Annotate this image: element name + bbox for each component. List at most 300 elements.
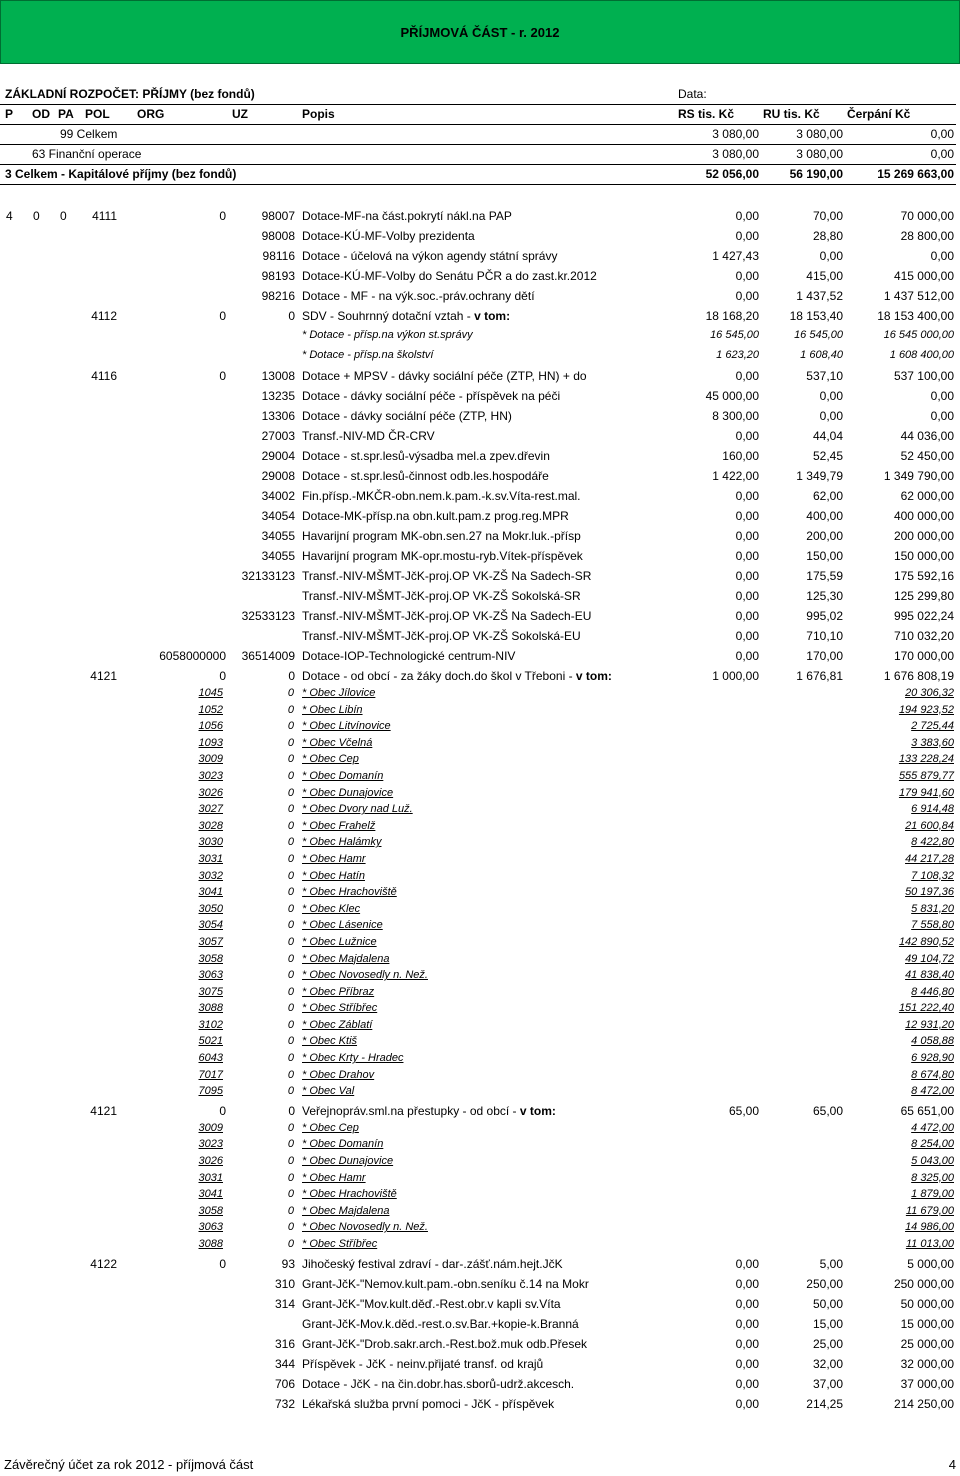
table-row (0, 566, 956, 586)
cell-popis (302, 289, 535, 303)
cell-kod-obce: 3041 (198, 886, 223, 899)
cell-kod-obce: 3026 (198, 1155, 223, 1168)
popis-text: Fin.přísp.-MKČR-obn.nem.k.pam.-k.sv.Víta-rest.mal. (302, 489, 581, 503)
subitem-row (0, 1237, 956, 1254)
cell-pa: 0 (60, 209, 67, 223)
cell-uz: 316 (274, 1336, 295, 1351)
cell-kod-obce: 7017 (198, 1068, 223, 1081)
popis-text: * Obec Litvínovice (302, 720, 391, 733)
subitem-row (0, 719, 956, 736)
popis-text: Grant-JčK-"Mov.kult.děď.-Rest.obr.v kapli sv.Víta (302, 1296, 561, 1311)
cell-cerpani: 150 000,00 (893, 549, 954, 563)
table-row (0, 1314, 956, 1334)
cell-rs: 0,00 (735, 1316, 759, 1331)
cell-org: 0 (219, 369, 226, 383)
cell-cerpani: 214 250,00 (893, 1396, 954, 1411)
popis-text: * Dotace - přísp.na výkon st.správy (302, 329, 473, 341)
cell-rs: 0,00 (735, 1376, 759, 1391)
cell-uz: 29008 (261, 469, 295, 483)
cell-popis (302, 1238, 377, 1250)
cell-popis (302, 803, 413, 815)
cell-cerpani: 70 000,00 (900, 209, 954, 223)
cell-popis (302, 349, 433, 361)
cell-popis (302, 787, 393, 799)
cell-popis (302, 1172, 366, 1184)
table-row (0, 306, 956, 326)
popis-text: Dotace-KÚ-MF-Volby do Senátu PČR a do zast.kr.2012 (302, 269, 597, 283)
cell-uz: 732 (274, 1396, 295, 1411)
cell-popis (302, 953, 389, 965)
popis-text: Dotace-MK-přísp.na obn.kult.pam.z prog.reg.MPR (302, 509, 569, 523)
subitem-row (0, 802, 956, 819)
popis-text: Dotace - st.spr.lesů-činnost odb.les.hospodáře (302, 469, 549, 483)
cell-popis (302, 753, 359, 765)
subitem-row (0, 1137, 956, 1154)
cell-rs: 1 000,00 (712, 669, 759, 683)
cell-kod-obce: 3063 (198, 969, 223, 982)
cell-cerpani: 2 725,44 (911, 720, 954, 733)
cell-kod-obce: 7095 (198, 1085, 223, 1098)
cell-cerpani: 4 472,00 (911, 1121, 954, 1134)
cell-popis (302, 609, 591, 623)
cell-popis (302, 1122, 359, 1134)
cell-popis (302, 389, 560, 403)
cell-ru: 16 545,00 (794, 329, 843, 341)
cell-ru: 0,00 (819, 249, 843, 263)
cell-cerpani: 0,00 (930, 249, 954, 263)
cell-uz: 310 (274, 1276, 295, 1291)
section-title: ZÁKLADNÍ ROZPOČET: PŘÍJMY (bez fondů) (5, 87, 255, 101)
cell-cerpani: 1 437 512,00 (883, 289, 954, 303)
subitem-row (0, 1204, 956, 1221)
cell-zero: 0 (287, 1204, 294, 1217)
summary-ru: 3 080,00 (796, 147, 843, 161)
cell-popis (302, 529, 581, 543)
table-row (0, 586, 956, 606)
cell-popis (302, 489, 581, 503)
cell-popis (302, 770, 383, 782)
cell-ru: 1 676,81 (796, 669, 843, 683)
cell-popis (302, 1357, 543, 1371)
summary-label: 63 Finanční operace (32, 147, 142, 161)
popis-text: Grant-JčK-Mov.k.děd.-rest.o.sv.Bar.+kopie-k.Branná (302, 1316, 579, 1331)
table-row (0, 1101, 956, 1121)
subitem-row (0, 1068, 956, 1085)
cell-popis (302, 1052, 403, 1064)
cell-popis (302, 1138, 383, 1150)
cell-ru: 18 153,40 (789, 309, 843, 323)
subitem-row (0, 1084, 956, 1101)
cell-org: 0 (219, 1256, 226, 1271)
table-row (0, 466, 956, 486)
cell-kod-obce: 3027 (198, 803, 223, 816)
cell-ru: 710,10 (806, 629, 843, 643)
cell-cerpani: 1 349 790,00 (883, 469, 954, 483)
cell-cerpani: 50 000,00 (900, 1296, 954, 1311)
cell-kod-obce: 3030 (198, 836, 223, 849)
cell-cerpani: 125 299,80 (893, 589, 954, 603)
popis-text: SDV - Souhrnný dotační vztah - (302, 309, 475, 323)
cell-popis (302, 1221, 428, 1233)
cell-cerpani: 32 000,00 (900, 1356, 954, 1371)
cell-zero: 0 (287, 687, 294, 699)
cell-kod-obce: 3023 (198, 769, 223, 782)
cell-cerpani: 194 923,52 (898, 703, 954, 716)
cell-cerpani: 5 831,20 (911, 902, 954, 915)
cell-rs: 0,00 (735, 649, 759, 663)
cell-uz: 0 (288, 1103, 295, 1118)
cell-org: 0 (219, 669, 226, 683)
cell-zero: 0 (287, 819, 294, 832)
cell-popis (302, 1069, 374, 1081)
summary-cerpani: 0,00 (930, 147, 954, 161)
cell-rs: 0,00 (735, 229, 759, 243)
cell-ru: 28,80 (812, 229, 843, 243)
cell-pol: 4116 (91, 369, 117, 383)
cell-popis (302, 229, 475, 243)
cell-uz: 32533123 (241, 609, 295, 623)
popis-text: * Obec Majdalena (302, 952, 390, 965)
cell-zero: 0 (287, 1155, 294, 1168)
cell-ru: 70,00 (812, 209, 843, 223)
table-row (0, 286, 956, 306)
subitem-row (0, 985, 956, 1002)
cell-cerpani: 6 914,48 (911, 803, 954, 816)
cell-rs: 0,00 (735, 509, 759, 523)
cell-cerpani: 8 472,00 (911, 1085, 954, 1098)
cell-popis (302, 1397, 554, 1411)
subitem-row (0, 1001, 956, 1018)
cell-popis (302, 209, 512, 223)
col-pa: PA (58, 107, 74, 121)
cell-cerpani: 142 890,52 (898, 935, 954, 948)
cell-cerpani: 1 676 808,19 (883, 669, 954, 683)
popis-text: Příspěvek - JčK - neinv.přijaté transf. od krajů (302, 1356, 544, 1371)
cell-zero: 0 (287, 1188, 294, 1201)
cell-zero: 0 (287, 902, 294, 915)
cell-rs: 0,00 (735, 569, 759, 583)
popis-text: Lékařská služba první pomoci - JčK - příspěvek (302, 1396, 555, 1411)
col-pol: POL (85, 107, 110, 121)
cell-rs: 1 427,43 (712, 249, 759, 263)
summary-label: 3 Celkem - Kapitálové příjmy (bez fondů) (5, 167, 237, 181)
cell-zero: 0 (287, 1085, 294, 1098)
cell-ru: 200,00 (806, 529, 843, 543)
section-title-row (0, 85, 956, 105)
summary-rs: 3 080,00 (712, 127, 759, 141)
cell-popis (302, 870, 365, 882)
cell-cerpani: 65 651,00 (900, 1103, 954, 1118)
popis-text: Dotace - dávky sociální péče (ZTP, HN) (302, 409, 512, 423)
table-row (0, 1394, 956, 1414)
page-number: 4 (948, 1457, 956, 1472)
cell-ru: 250,00 (806, 1276, 843, 1291)
cell-popis (302, 429, 435, 443)
cell-zero: 0 (287, 969, 294, 982)
table-row (0, 326, 956, 346)
cell-cerpani: 151 222,40 (898, 1002, 954, 1015)
summary-label: 99 Celkem (60, 127, 118, 141)
summary-row (0, 125, 956, 145)
cell-cerpani: 170 000,00 (893, 649, 954, 663)
cell-uz: 34055 (261, 549, 295, 563)
cell-cerpani: 16 545 000,00 (883, 329, 954, 341)
cell-uz: 93 (281, 1256, 295, 1271)
cell-ru: 50,00 (812, 1296, 843, 1311)
cell-kod-obce: 1052 (198, 703, 223, 716)
table-header (0, 85, 956, 185)
cell-cerpani: 44 217,28 (905, 852, 954, 865)
cell-cerpani: 400 000,00 (893, 509, 954, 523)
cell-popis (302, 903, 360, 915)
col-cerpani: Čerpání Kč (847, 107, 911, 121)
popis-text: Dotace - dávky sociální péče - příspěvek na péči (302, 389, 561, 403)
cell-uz: 34002 (261, 489, 295, 503)
cell-kod-obce: 5021 (198, 1035, 223, 1048)
table-row (0, 526, 956, 546)
cell-kod-obce: 3058 (198, 1204, 223, 1217)
cell-rs: 0,00 (735, 1336, 759, 1351)
table-row (0, 506, 956, 526)
cell-ru: 214,25 (806, 1396, 843, 1411)
cell-popis (302, 1317, 579, 1331)
cell-ru: 62,00 (812, 489, 843, 503)
cell-ru: 15,00 (812, 1316, 843, 1331)
cell-od: 0 (33, 209, 40, 223)
cell-cerpani: 41 838,40 (905, 969, 954, 982)
cell-kod-obce: 1093 (198, 736, 223, 749)
cell-cerpani: 200 000,00 (893, 529, 954, 543)
cell-pol: 4121 (90, 1103, 117, 1118)
table-row (0, 366, 956, 386)
subitem-row (0, 786, 956, 803)
cell-zero: 0 (287, 1018, 294, 1031)
cell-popis (302, 269, 597, 283)
cell-zero: 0 (287, 985, 294, 998)
popis-text: * Obec Domanín (302, 769, 384, 782)
column-header-row (0, 105, 956, 125)
cell-rs: 16 545,00 (710, 329, 759, 341)
cell-cerpani: 995 022,24 (893, 609, 954, 623)
cell-popis (302, 249, 557, 263)
cell-popis (302, 836, 381, 848)
cell-cerpani: 1 879,00 (911, 1188, 954, 1201)
cell-popis (302, 720, 391, 732)
cell-p: 4 (6, 209, 13, 223)
cell-popis (302, 1002, 377, 1014)
cell-uz: 98216 (261, 289, 295, 303)
table-row (0, 606, 956, 626)
cell-ru: 150,00 (806, 549, 843, 563)
popis-text: * Obec Hrachoviště (302, 886, 397, 899)
table-row (0, 486, 956, 506)
cell-popis (302, 704, 363, 716)
cell-kod-obce: 3032 (198, 869, 223, 882)
popis-text: Grant-JčK-"Drob.sakr.arch.-Rest.bož.muk odb.Přesek (302, 1336, 588, 1351)
popis-text: Transf.-NIV-MD ČR-CRV (302, 429, 435, 443)
cell-cerpani: 8 254,00 (911, 1138, 954, 1151)
subitem-row (0, 1187, 956, 1204)
popis-text: Dotace - JčK - na čin.dobr.has.sborů-udrž.akcesch. (302, 1376, 575, 1391)
subitem-row (0, 1018, 956, 1035)
table-row (0, 426, 956, 446)
summary-rs: 3 080,00 (712, 147, 759, 161)
cell-uz: 706 (274, 1376, 295, 1391)
cell-cerpani: 50 197,36 (905, 886, 954, 899)
popis-text: Jihočeský festival zdraví - dar-.zášť.nám.hejt.JčK (302, 1256, 563, 1271)
data-label: Data: (678, 87, 707, 101)
cell-uz: 34054 (261, 509, 295, 523)
cell-popis (302, 820, 375, 832)
cell-popis (302, 329, 473, 341)
cell-zero: 0 (287, 869, 294, 882)
popis-text: * Obec Příbraz (302, 985, 375, 998)
popis-text: Transf.-NIV-MŠMT-JčK-proj.OP VK-ZŠ Na Sadech-SR (302, 569, 592, 583)
cell-rs: 0,00 (735, 549, 759, 563)
cell-uz: 36514009 (241, 649, 295, 663)
cell-popis (302, 919, 383, 931)
cell-popis (302, 986, 374, 998)
cell-rs: 0,00 (735, 1256, 759, 1271)
cell-uz: 98116 (262, 249, 295, 263)
cell-ru: 995,02 (806, 609, 843, 623)
popis-text: Dotace + MPSV - dávky sociální péče (ZTP, HN) + do (302, 369, 587, 383)
cell-kod-obce: 3031 (198, 1171, 223, 1184)
table-row (0, 1334, 956, 1354)
cell-ru: 1 349,79 (796, 469, 843, 483)
subitem-row (0, 852, 956, 869)
cell-zero: 0 (287, 720, 294, 733)
table-row (0, 246, 956, 266)
footer-text: Závěrečný účet za rok 2012 - příjmová část (4, 1457, 254, 1472)
summary-row (0, 145, 956, 165)
cell-popis (302, 549, 583, 563)
cell-rs: 0,00 (735, 1356, 759, 1371)
subitem-row (0, 1171, 956, 1188)
popis-text: * Dotace - přísp.na školství (302, 349, 434, 361)
cell-kod-obce: 3088 (198, 1238, 223, 1250)
table-row (0, 546, 956, 566)
popis-text: * Obec Včelná (302, 736, 373, 749)
cell-uz: 98008 (261, 229, 295, 243)
cell-cerpani: 8 446,80 (911, 985, 954, 998)
cell-cerpani: 7 108,32 (911, 869, 954, 882)
table-row (0, 206, 956, 226)
cell-rs: 0,00 (735, 429, 759, 443)
cell-zero: 0 (287, 703, 294, 716)
cell-kod-obce: 3054 (198, 919, 223, 932)
popis-text: Dotace-KÚ-MF-Volby prezidenta (302, 229, 475, 243)
cell-cerpani: 0,00 (930, 389, 954, 403)
popis-text: * Obec Hamr (302, 1171, 366, 1184)
popis-text: * Obec Novosedly n. Než. (302, 1221, 428, 1234)
cell-cerpani: 250 000,00 (893, 1276, 954, 1291)
cell-rs: 45 000,00 (705, 389, 759, 403)
cell-zero: 0 (287, 852, 294, 865)
popis-text: Dotace - účelová na výkon agendy státní správy (302, 249, 558, 263)
cell-rs: 0,00 (735, 289, 759, 303)
cell-uz: 13306 (261, 409, 295, 423)
col-rs: RS tis. Kč (678, 107, 735, 121)
cell-ru: 125,30 (806, 589, 843, 603)
popis-text: * Obec Jílovice (302, 687, 376, 699)
cell-rs: 0,00 (735, 629, 759, 643)
cell-kod-obce: 3058 (198, 952, 223, 965)
popis-text: Dotace-MF-na část.pokrytí nákl.na PAP (302, 209, 512, 223)
cell-popis (302, 569, 591, 583)
popis-text: * Obec Dvory nad Luž. (302, 803, 413, 816)
cell-kod-obce: 3031 (198, 852, 223, 865)
cell-uz: 32133123 (241, 569, 295, 583)
cell-rs: 0,00 (735, 529, 759, 543)
cell-ru: 0,00 (819, 389, 843, 403)
cell-zero: 0 (287, 736, 294, 749)
cell-cerpani: 175 592,16 (893, 569, 954, 583)
cell-popis (302, 629, 581, 643)
summary-cerpani: 15 269 663,00 (877, 167, 954, 181)
cell-popis (302, 969, 428, 981)
cell-rs: 0,00 (735, 269, 759, 283)
cell-popis (302, 1297, 561, 1311)
popis-text: * Obec Lásenice (302, 919, 383, 932)
cell-uz: 13235 (261, 389, 295, 403)
table-row (0, 1254, 956, 1274)
cell-ru: 0,00 (819, 409, 843, 423)
cell-popis (302, 1155, 393, 1167)
cell-uz: 27003 (261, 429, 295, 443)
summary-rs: 52 056,00 (705, 167, 759, 181)
popis-bold: v tom: (575, 669, 612, 683)
cell-cerpani: 7 558,80 (911, 919, 954, 932)
cell-org: 0 (219, 209, 226, 223)
popis-text: * Obec Domanín (302, 1138, 384, 1151)
cell-kod-obce: 3102 (198, 1018, 223, 1031)
cell-popis (302, 309, 510, 323)
cell-zero: 0 (287, 1171, 294, 1184)
table-row (0, 1274, 956, 1294)
popis-text: * Obec Frahelž (302, 819, 376, 832)
col-uz: UZ (232, 107, 248, 121)
cell-popis (302, 886, 397, 898)
cell-cerpani: 11 013,00 (905, 1238, 954, 1250)
cell-cerpani: 15 000,00 (900, 1316, 954, 1331)
cell-ru: 400,00 (806, 509, 843, 523)
cell-cerpani: 8 674,80 (911, 1068, 954, 1081)
subitem-row (0, 935, 956, 952)
cell-popis (302, 1205, 389, 1217)
cell-popis (302, 1377, 574, 1391)
popis-text: * Obec Val (302, 1085, 355, 1098)
popis-text: * Obec Hamr (302, 852, 366, 865)
cell-pol: 4112 (91, 309, 117, 323)
table-row (0, 666, 956, 686)
page-banner (0, 0, 960, 64)
table-row (0, 406, 956, 426)
popis-text: * Obec Hrachoviště (302, 1188, 397, 1201)
summary-ru: 56 190,00 (789, 167, 843, 181)
cell-cerpani: 5 000,00 (907, 1256, 954, 1271)
cell-zero: 0 (287, 886, 294, 899)
subitem-row (0, 902, 956, 919)
cell-cerpani: 3 383,60 (911, 736, 954, 749)
cell-cerpani: 1 608 400,00 (889, 349, 954, 361)
cell-popis (302, 1277, 589, 1291)
cell-kod-obce: 3023 (198, 1138, 223, 1151)
cell-rs: 0,00 (735, 1296, 759, 1311)
cell-rs: 160,00 (722, 449, 759, 463)
cell-rs: 65,00 (728, 1103, 759, 1118)
popis-text: Havarijní program MK-obn.sen.27 na Mokr.luk.-přísp (302, 529, 581, 543)
